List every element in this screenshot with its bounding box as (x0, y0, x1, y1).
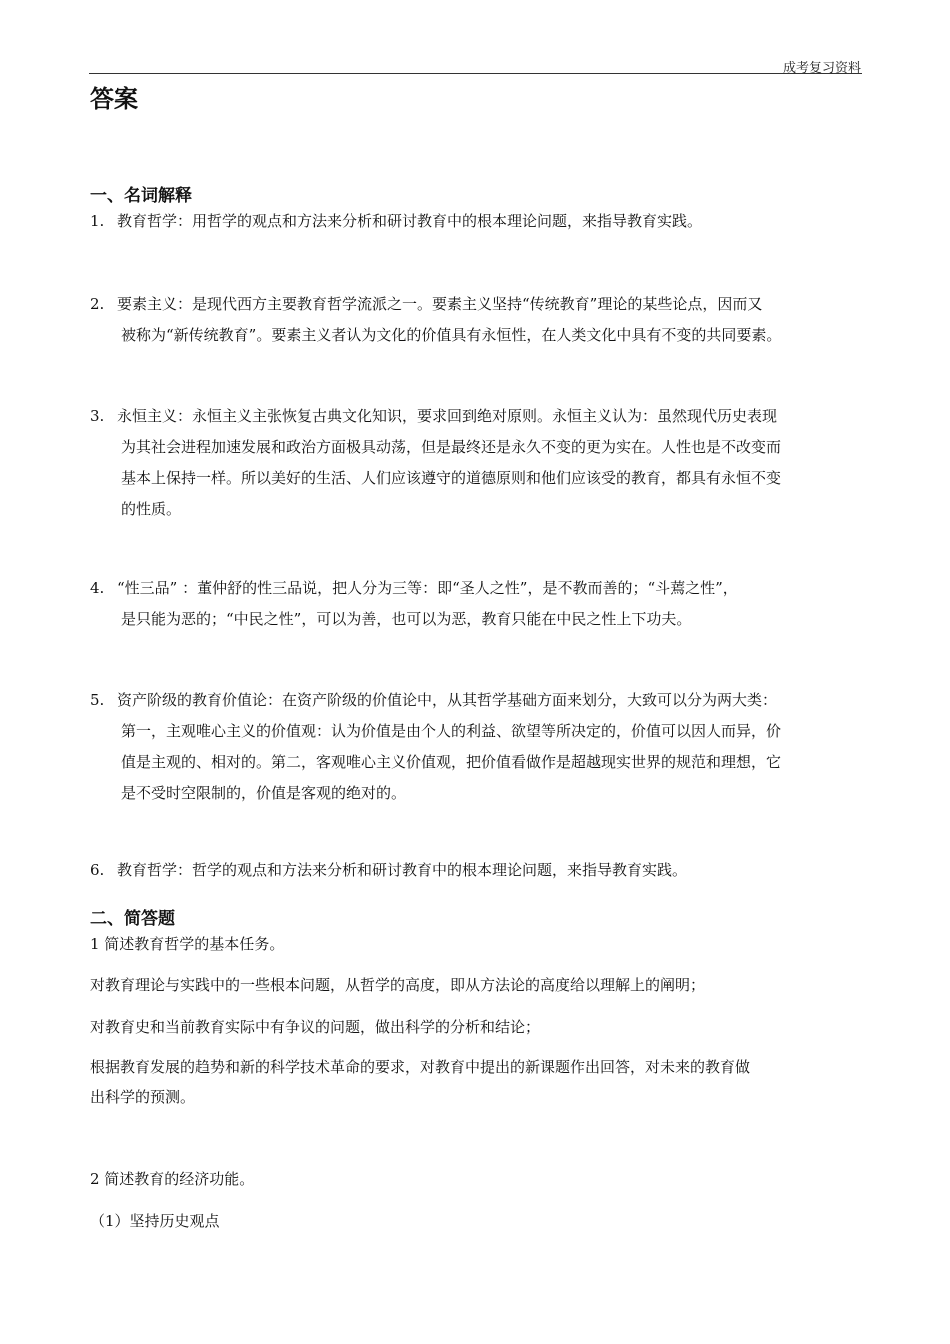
section-heading-terms: 一、名词解释 (90, 186, 192, 206)
term-item-4 (90, 573, 872, 635)
page-title: 答案 (90, 85, 138, 113)
question-2-title (90, 1164, 872, 1194)
item-text: 要素主义：是现代西方主要教育哲学流派之一。要素主义坚持“传统教育”理论的某些论点，因而又 (117, 295, 763, 313)
term-item-2 (90, 289, 872, 351)
term-item-3 (90, 401, 872, 525)
term-item-1 (90, 206, 872, 237)
term-item-5 (90, 685, 872, 809)
answer-paragraph: 出科学的预测。 (90, 1088, 196, 1106)
answer-paragraph: 对教育史和当前教育实际中有争议的问题，做出科学的分析和结论； (90, 1018, 541, 1036)
item-text: “性三品” ：董仲舒的性三品说，把人分为三等：即“圣人之性”，是不教而善的；“斗蔫之性”， (117, 579, 738, 597)
item-text: 为其社会进程加速发展和政治方面极具动荡，但是最终还是永久不变的更为实在。人性也是不改变而 (121, 438, 782, 456)
item-text: 是不受时空限制的，价值是客观的绝对的。 (121, 784, 407, 802)
answer-paragraph: 对教育理论与实践中的一些根本问题，从哲学的高度，即从方法论的高度给以理解上的阐明； (90, 976, 706, 994)
item-text: 被称为“新传统教育”。要素主义者认为文化的价值具有永恒性，在人类文化中具有不变的共同要素。 (121, 326, 782, 344)
question-title: 2 简述教育的经济功能。 (90, 1170, 255, 1188)
answer-paragraph: 根据教育发展的趋势和新的科学技术革命的要求，对教育中提出的新课题作出回答，对未来的教育做 (90, 1058, 751, 1076)
question-1-point-3 (90, 1052, 872, 1112)
question-2-subpoint-1 (90, 1206, 872, 1236)
answer-subpoint: （1）坚持历史观点 (90, 1212, 220, 1230)
item-text: 教育哲学：用哲学的观点和方法来分析和研讨教育中的根本理论问题，来指导教育实践。 (117, 212, 703, 230)
question-1-point-2 (90, 1012, 872, 1042)
question-title: 1 简述教育哲学的基本任务。 (90, 935, 285, 953)
item-text: 基本上保持一样。所以美好的生活、人们应该遵守的道德原则和他们应该受的教育，都具有永恒不变 (121, 469, 782, 487)
item-text: 永恒主义：永恒主义主张恢复古典文化知识，要求回到绝对原则。永恒主义认为：虽然现代历史表现 (117, 407, 778, 425)
item-number: 1. (90, 212, 105, 230)
header-label: 成考复习资料 (782, 61, 861, 76)
term-item-6 (90, 855, 872, 886)
item-number: 4. (90, 579, 105, 597)
item-text: 资产阶级的教育价值论：在资产阶级的价值论中，从其哲学基础方面来划分，大致可以分为两大类： (117, 691, 778, 709)
header-divider (89, 73, 862, 74)
item-text: 是只能为恶的；“中民之性”，可以为善，也可以为恶，教育只能在中民之性上下功夫。 (121, 610, 692, 628)
question-1-title (90, 929, 872, 959)
item-text: 教育哲学：哲学的观点和方法来分析和研讨教育中的根本理论问题，来指导教育实践。 (117, 861, 688, 879)
question-1-point-1 (90, 970, 872, 1000)
item-number: 6. (90, 861, 105, 879)
item-number: 2. (90, 295, 105, 313)
item-number: 3. (90, 407, 105, 425)
section-heading-short-answer: 二、简答题 (90, 909, 175, 929)
item-text: 的性质。 (121, 500, 182, 518)
item-text: 值是主观的、相对的。第二，客观唯心主义价值观，把价值看做作是超越现实世界的规范和理想，它 (121, 753, 782, 771)
item-number: 5. (90, 691, 105, 709)
item-text: 第一，主观唯心主义的价值观：认为价值是由个人的利益、欲望等所决定的，价值可以因人而异，价 (121, 722, 782, 740)
